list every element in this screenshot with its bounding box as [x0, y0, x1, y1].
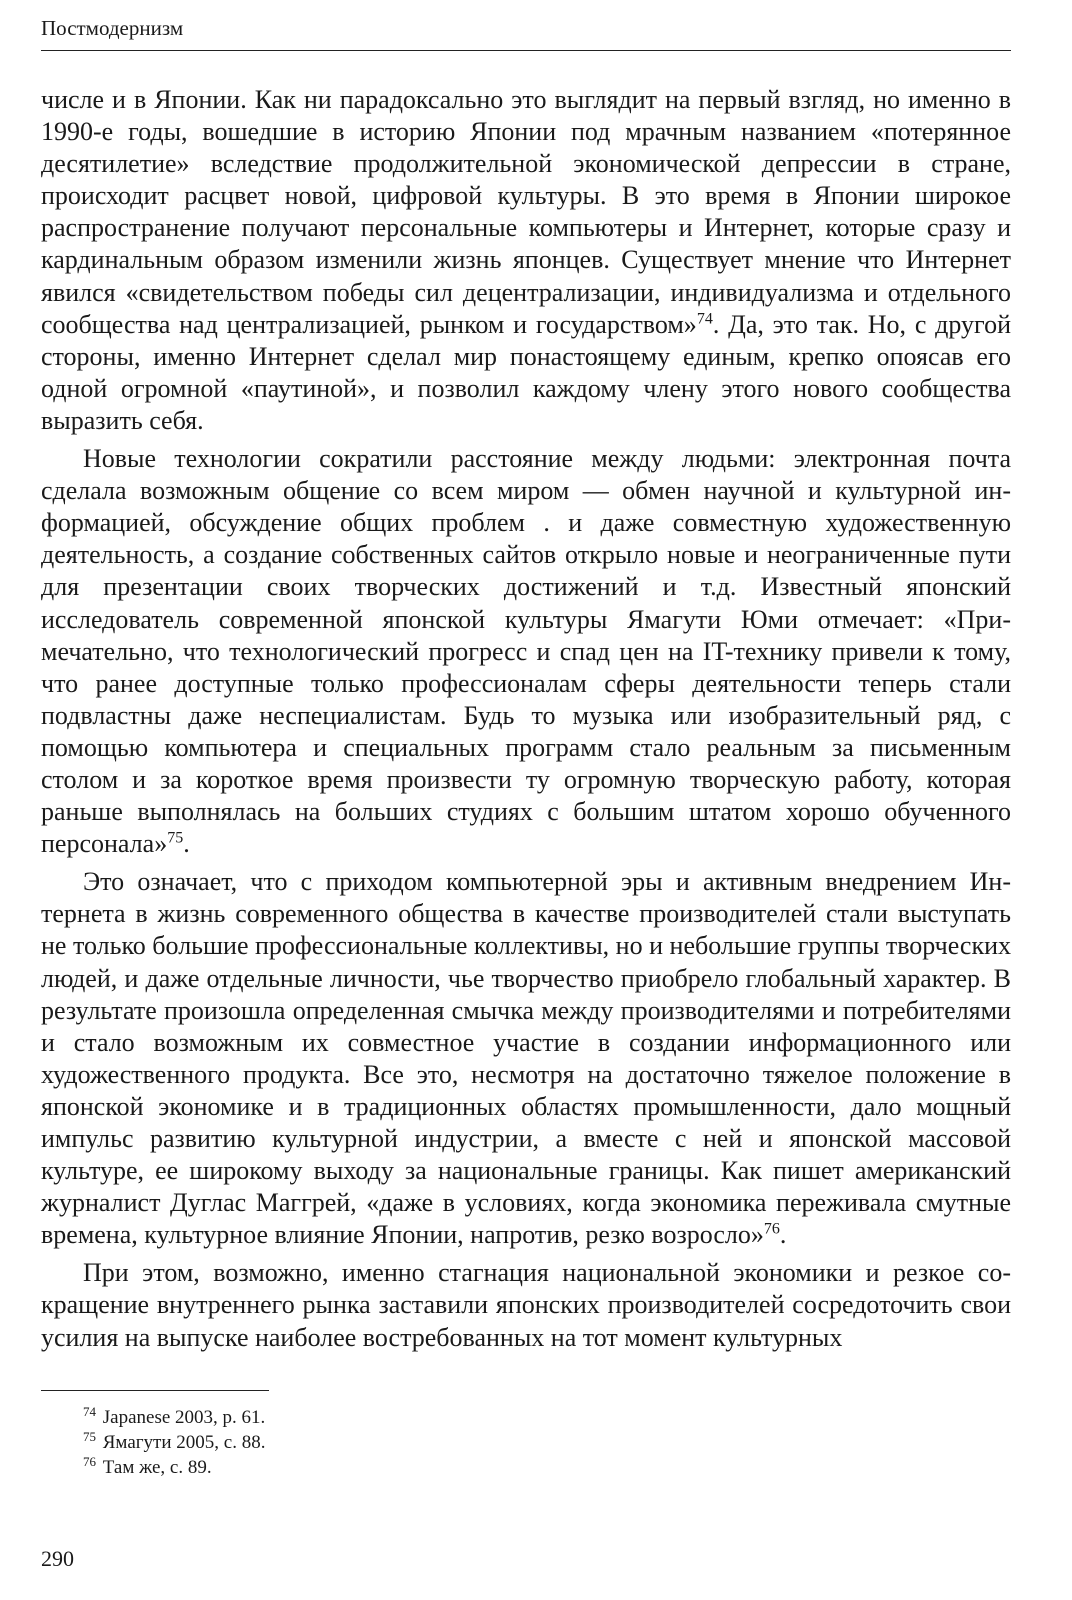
- book-page: [41, 0, 1011, 1600]
- paragraph-4-text: При этом, возможно, именно стагнация национальной экономики и резкое сокращение внутреннего рынка заставили японских производителей сосредоточить свои усилия на выпуске наиболее востребованных на тот момент культурных: [41, 1258, 1011, 1352]
- footnote-number: 75: [83, 1428, 96, 1444]
- running-title: Постмодернизм: [41, 16, 184, 40]
- paragraph-1: [41, 84, 1011, 437]
- page-number: 290: [41, 1546, 74, 1571]
- paragraph-3-text-a: Это означает, что с приходом компьютерной эры и активным внедрением Интернета в жизнь современного общества в качестве производителей стали выступать не только большие профессиональные коллективы, но и небольшие группы творческих людей, и даже отдельные личности, чье творчество приобрело глобальный характер. В результате произошла определенная смычка между производителями и потребителями и стало возможным их совместное участие в создании информационного или художественного продукта. Все это, несмотря на достаточно тяжелое положение в японской экономике и в традиционных областях промышленности, дало мощный импульс развитию культурной индустрии, а вместе с ней и японской массовой культуре, ее широкому выходу за национальные границы. Как пишет американский журналист Дуглас Маггрей, «даже в условиях, когда экономика переживала смутные времена, культурное влияние Японии, напротив, резко возросло»: [41, 867, 1011, 1250]
- paragraph-3: [41, 866, 1011, 1251]
- footnotes: [83, 1405, 265, 1480]
- paragraph-1-text-a: числе и в Японии. Как ни парадоксально это выглядит на первый взгляд, но именно в 1990-е годы, вошедшие в историю Японии под мрачным названием «потерянное десятилетие» вследствие продолжительной экономической депрессии в стране, происходит расцвет новой, цифровой культуры. В это время в Японии широкое распространение получают персональные компьютеры и Интернет, которые сразу и кардинальным образом изменили жизнь японцев. Существует мнение что Интернет явился «свидетельством победы сил децентрализации, индивидуализма и отдельного сообщества над централизацией, рынком и государством»: [41, 85, 1011, 339]
- paragraph-2-text-b: .: [183, 829, 190, 859]
- body-text: [41, 84, 1011, 1354]
- paragraph-2-text-a: Новые технологии сократили расстояние между людьми: электронная почта сделала возможным общение со всем миром — обмен научной и культурной информацией, обсуждение общих проблем . и даже совместную художественную деятельность, а создание собственных сайтов открыло новые и неограниченные пути для презентации своих творческих достижений и т.д. Известный японский исследователь современной японской культуры Ямагути Юми отмечает: «Примечательно, что технологический прогресс и спад цен на IT-технику привели к тому, что ранее доступные только профессионалам сферы деятельности теперь стали подвластны даже неспециалистам. Будь то музыка или изобразительный ряд, с помощью компьютера и специальных программ стало реальным за письменным столом и за короткое время произвести ту огромную творческую работу, которая раньше выполнялась на больших студиях с большим штатом хорошо обученного персонала»: [41, 444, 1011, 859]
- footnote-ref-74: 74: [696, 310, 713, 327]
- header-rule: [41, 50, 1011, 51]
- paragraph-2: [41, 443, 1011, 860]
- paragraph-1-text-b: . Да, это так. Но, с другой стороны, именно Интернет сделал мир понастоящему единым, крепко опоясав его одной огромной «паутиной», и позволил каждому члену этого нового сообщества выразить себя.: [41, 309, 1011, 435]
- footnote-text: Japanese 2003, p. 61.: [102, 1407, 266, 1428]
- footnote-74: [83, 1405, 265, 1430]
- footnote-text: Там же, с. 89.: [102, 1457, 212, 1478]
- footnote-ref-76: 76: [763, 1220, 780, 1238]
- paragraph-4: [41, 1257, 1011, 1353]
- footnote-number: 74: [83, 1403, 96, 1419]
- footnote-number: 76: [83, 1453, 96, 1469]
- footnote-text: Ямагути 2005, с. 88.: [102, 1432, 266, 1453]
- paragraph-3-text-b: .: [779, 1220, 787, 1250]
- footnote-rule: [41, 1390, 269, 1391]
- footnote-ref-75: 75: [167, 829, 184, 847]
- footnote-76: [83, 1455, 265, 1480]
- footnote-75: [83, 1430, 265, 1455]
